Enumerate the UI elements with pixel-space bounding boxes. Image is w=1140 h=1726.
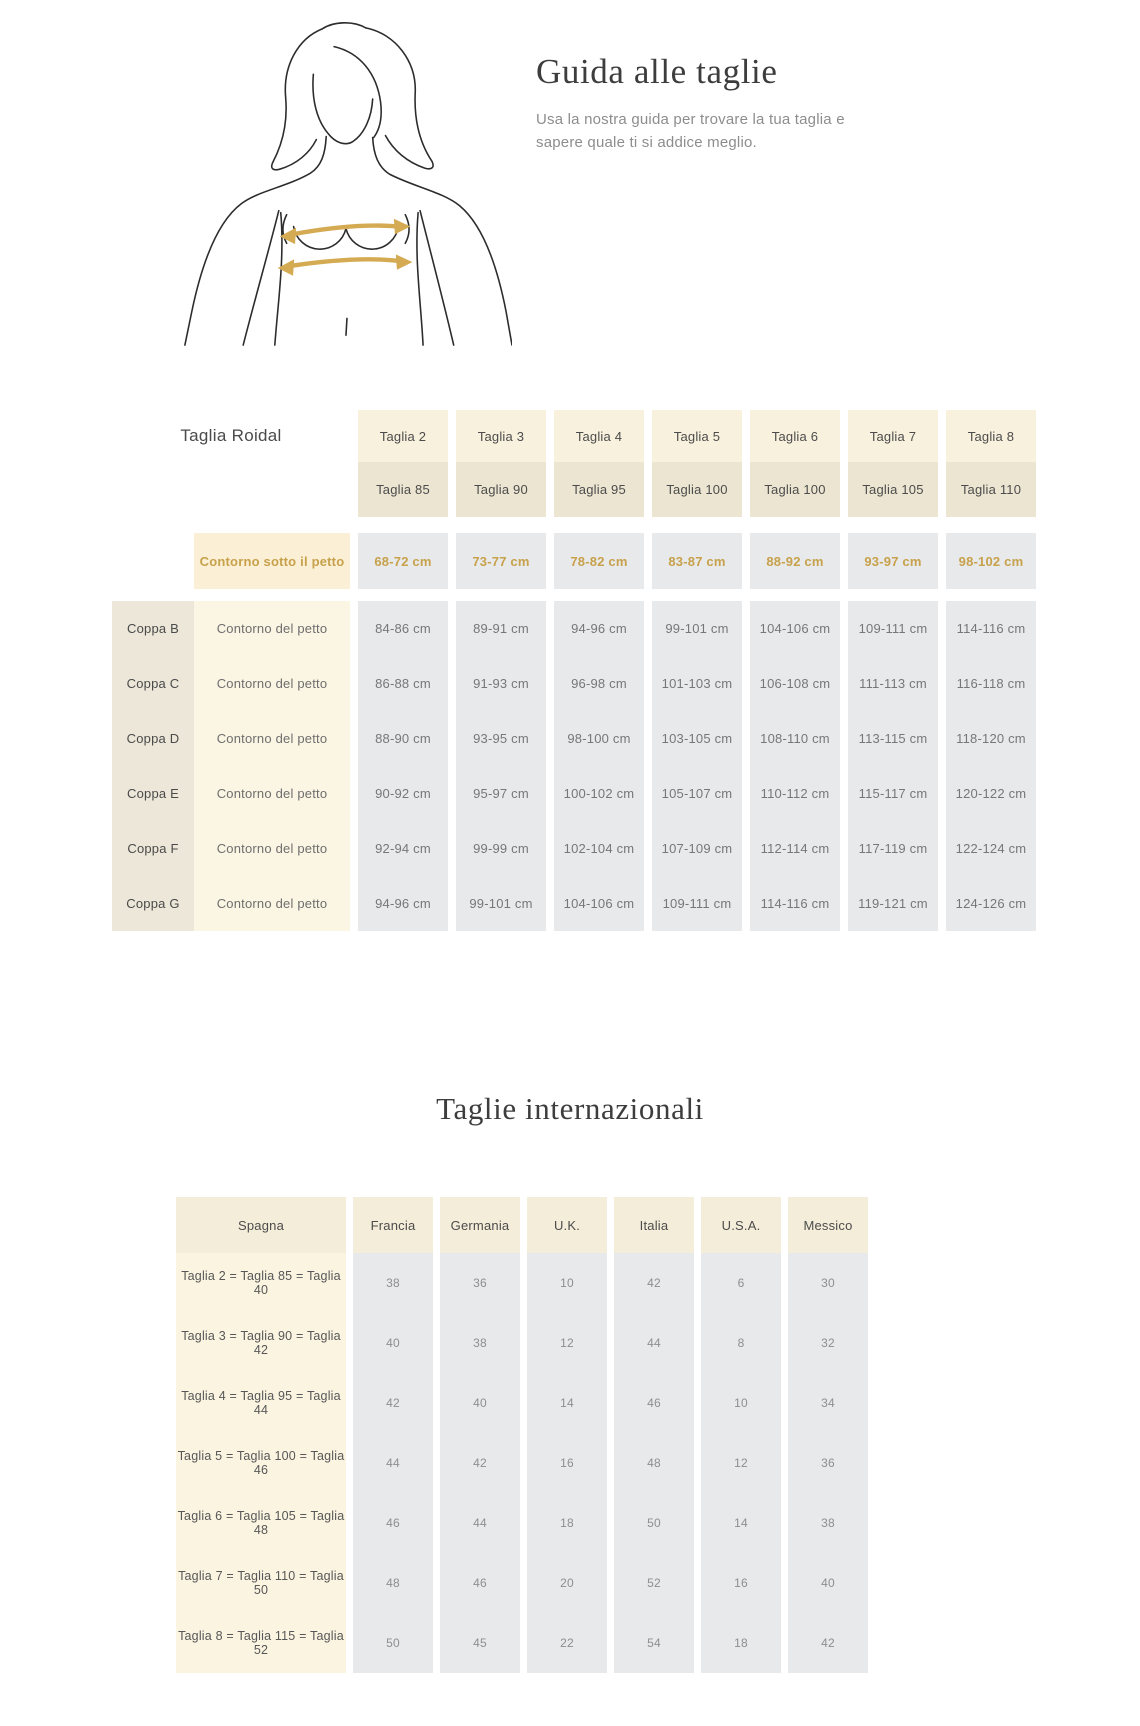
cup-row [112, 766, 1140, 821]
intl-value-cell: 54 [614, 1613, 694, 1673]
cup-rows-block [112, 601, 1140, 931]
intl-value-cell: 38 [440, 1313, 520, 1373]
cup-value-cell: 99-99 cm [456, 821, 546, 876]
intl-value-cell: 38 [353, 1253, 433, 1313]
hero-copy [536, 14, 896, 356]
roidal-size-table [112, 410, 1140, 931]
intl-row [176, 1553, 1140, 1613]
intl-value-cell: 38 [788, 1493, 868, 1553]
cup-value-cell: 86-88 cm [358, 656, 448, 711]
intl-value-cell: 46 [614, 1373, 694, 1433]
cup-label: Coppa G [112, 876, 194, 931]
intl-value-cell: 12 [701, 1433, 781, 1493]
intl-value-cell: 44 [614, 1313, 694, 1373]
intl-row-label: Taglia 2 = Taglia 85 = Taglia 40 [176, 1253, 346, 1313]
cup-value-cell: 92-94 cm [358, 821, 448, 876]
cup-value-cell: 93-95 cm [456, 711, 546, 766]
underbust-row [112, 533, 1140, 589]
intl-value-cell: 12 [527, 1313, 607, 1373]
taglia-alt-header-cell: Taglia 100 [750, 462, 840, 517]
cup-value-cell: 95-97 cm [456, 766, 546, 821]
cup-value-cell: 118-120 cm [946, 711, 1036, 766]
underbust-spacer [112, 533, 194, 589]
intl-row-label: Taglia 8 = Taglia 115 = Taglia 52 [176, 1613, 346, 1673]
cup-value-cell: 106-108 cm [750, 656, 840, 711]
underbust-arrow-icon [279, 255, 411, 275]
cup-value-cell: 99-101 cm [652, 601, 742, 656]
intl-header-cell: Francia [353, 1197, 433, 1253]
cup-value-cell: 105-107 cm [652, 766, 742, 821]
intl-value-cell: 8 [701, 1313, 781, 1373]
intl-value-cell: 36 [440, 1253, 520, 1313]
intl-row-label: Taglia 3 = Taglia 90 = Taglia 42 [176, 1313, 346, 1373]
intl-row [176, 1253, 1140, 1313]
intl-value-cell: 46 [440, 1553, 520, 1613]
intl-value-cell: 6 [701, 1253, 781, 1313]
cup-value-cell: 113-115 cm [848, 711, 938, 766]
cup-row [112, 656, 1140, 711]
cup-value-cell: 89-91 cm [456, 601, 546, 656]
cup-value-cell: 112-114 cm [750, 821, 840, 876]
taglia-header-cell: Taglia 7 [848, 410, 938, 462]
intl-value-cell: 10 [527, 1253, 607, 1313]
page-subtitle: Usa la nostra guida per trovare la tua taglia e sapere quale ti si addice meglio. [536, 111, 845, 152]
underbust-value-cell: 83-87 cm [652, 533, 742, 589]
cup-value-cell: 102-104 cm [554, 821, 644, 876]
intl-row [176, 1373, 1140, 1433]
measurement-figure-illustration [176, 14, 512, 356]
taglia-alt-header-cell: Taglia 95 [554, 462, 644, 517]
cup-value-cell: 124-126 cm [946, 876, 1036, 931]
cup-label: Coppa E [112, 766, 194, 821]
cup-row [112, 711, 1140, 766]
intl-row [176, 1313, 1140, 1373]
intl-value-cell: 14 [527, 1373, 607, 1433]
intl-header-cell: Italia [614, 1197, 694, 1253]
intl-value-cell: 42 [353, 1373, 433, 1433]
intl-value-cell: 40 [788, 1553, 868, 1613]
taglia-alt-header-row [112, 462, 1140, 517]
cup-value-cell: 98-100 cm [554, 711, 644, 766]
cup-value-cell: 94-96 cm [358, 876, 448, 931]
intl-value-cell: 42 [614, 1253, 694, 1313]
cup-value-cell: 100-102 cm [554, 766, 644, 821]
underbust-value-cell: 98-102 cm [946, 533, 1036, 589]
cup-value-cell: 116-118 cm [946, 656, 1036, 711]
intl-header-row [176, 1197, 1140, 1253]
cup-value-cell: 101-103 cm [652, 656, 742, 711]
intl-value-cell: 52 [614, 1553, 694, 1613]
taglia-alt-header-cell: Taglia 85 [358, 462, 448, 517]
taglia-header-cell: Taglia 5 [652, 410, 742, 462]
cup-value-cell: 120-122 cm [946, 766, 1036, 821]
intl-row [176, 1493, 1140, 1553]
taglia-header-cell: Taglia 6 [750, 410, 840, 462]
intl-row-label: Taglia 5 = Taglia 100 = Taglia 46 [176, 1433, 346, 1493]
cup-value-cell: 108-110 cm [750, 711, 840, 766]
cup-measure-label: Contorno del petto [194, 821, 350, 876]
cup-value-cell: 114-116 cm [946, 601, 1036, 656]
cup-label: Coppa B [112, 601, 194, 656]
intl-value-cell: 40 [353, 1313, 433, 1373]
cup-value-cell: 114-116 cm [750, 876, 840, 931]
cup-row [112, 821, 1140, 876]
taglia-header-cell: Taglia 8 [946, 410, 1036, 462]
cup-row-lead [112, 601, 350, 656]
underbust-value-cell: 68-72 cm [358, 533, 448, 589]
header-spacer [112, 462, 350, 517]
intl-value-cell: 48 [353, 1553, 433, 1613]
hero-section [176, 14, 1140, 356]
intl-value-cell: 42 [440, 1433, 520, 1493]
page-title: Guida alle taglie [536, 52, 778, 91]
cup-value-cell: 122-124 cm [946, 821, 1036, 876]
underbust-value-cell: 73-77 cm [456, 533, 546, 589]
cup-value-cell: 111-113 cm [848, 656, 938, 711]
taglia-header-row [112, 410, 1140, 462]
cup-value-cell: 91-93 cm [456, 656, 546, 711]
cup-value-cell: 94-96 cm [554, 601, 644, 656]
taglia-alt-header-cell: Taglia 100 [652, 462, 742, 517]
underbust-value-cell: 93-97 cm [848, 533, 938, 589]
intl-row-label: Taglia 7 = Taglia 110 = Taglia 50 [176, 1553, 346, 1613]
cup-measure-label: Contorno del petto [194, 601, 350, 656]
cup-row-lead [112, 766, 350, 821]
taglia-alt-header-cell: Taglia 110 [946, 462, 1036, 517]
cup-value-cell: 90-92 cm [358, 766, 448, 821]
taglia-alt-header-cell: Taglia 105 [848, 462, 938, 517]
cup-measure-label: Contorno del petto [194, 876, 350, 931]
intl-value-cell: 10 [701, 1373, 781, 1433]
international-size-table [176, 1197, 1140, 1673]
cup-value-cell: 84-86 cm [358, 601, 448, 656]
intl-value-cell: 16 [527, 1433, 607, 1493]
cup-value-cell: 99-101 cm [456, 876, 546, 931]
intl-body [176, 1253, 1140, 1673]
intl-value-cell: 20 [527, 1553, 607, 1613]
intl-header-cell: Messico [788, 1197, 868, 1253]
intl-value-cell: 18 [701, 1613, 781, 1673]
cup-measure-label: Contorno del petto [194, 656, 350, 711]
cup-row-lead [112, 821, 350, 876]
cup-label: Coppa D [112, 711, 194, 766]
intl-value-cell: 42 [788, 1613, 868, 1673]
intl-value-cell: 18 [527, 1493, 607, 1553]
taglia-header-cell: Taglia 3 [456, 410, 546, 462]
cup-row [112, 876, 1140, 931]
intl-value-cell: 46 [353, 1493, 433, 1553]
cup-value-cell: 107-109 cm [652, 821, 742, 876]
woman-outline [185, 23, 512, 345]
taglia-header-cell: Taglia 4 [554, 410, 644, 462]
intl-value-cell: 36 [788, 1433, 868, 1493]
cup-value-cell: 115-117 cm [848, 766, 938, 821]
intl-row [176, 1433, 1140, 1493]
cup-value-cell: 117-119 cm [848, 821, 938, 876]
intl-value-cell: 45 [440, 1613, 520, 1673]
intl-row-label: Taglia 6 = Taglia 105 = Taglia 48 [176, 1493, 346, 1553]
cup-value-cell: 119-121 cm [848, 876, 938, 931]
cup-label: Coppa F [112, 821, 194, 876]
taglia-alt-header-cell: Taglia 90 [456, 462, 546, 517]
intl-value-cell: 44 [353, 1433, 433, 1493]
intl-value-cell: 40 [440, 1373, 520, 1433]
underbust-value-cell: 88-92 cm [750, 533, 840, 589]
woman-torso-illustration [176, 14, 512, 356]
cup-row-lead [112, 711, 350, 766]
underbust-value-cell: 78-82 cm [554, 533, 644, 589]
cup-value-cell: 109-111 cm [652, 876, 742, 931]
intl-value-cell: 48 [614, 1433, 694, 1493]
cup-value-cell: 109-111 cm [848, 601, 938, 656]
international-title: Taglie internazionali [436, 1091, 704, 1126]
cup-value-cell: 103-105 cm [652, 711, 742, 766]
cup-value-cell: 96-98 cm [554, 656, 644, 711]
intl-row [176, 1613, 1140, 1673]
corner-label: Taglia Roidal [180, 426, 282, 445]
intl-value-cell: 44 [440, 1493, 520, 1553]
intl-value-cell: 14 [701, 1493, 781, 1553]
intl-header-cell: U.K. [527, 1197, 607, 1253]
cup-value-cell: 104-106 cm [750, 601, 840, 656]
underbust-label: Contorno sotto il petto [194, 533, 350, 589]
cup-measure-label: Contorno del petto [194, 766, 350, 821]
intl-header-cell: Germania [440, 1197, 520, 1253]
intl-value-cell: 50 [614, 1493, 694, 1553]
cup-value-cell: 110-112 cm [750, 766, 840, 821]
cup-measure-label: Contorno del petto [194, 711, 350, 766]
cup-value-cell: 104-106 cm [554, 876, 644, 931]
intl-value-cell: 22 [527, 1613, 607, 1673]
intl-row-label: Taglia 4 = Taglia 95 = Taglia 44 [176, 1373, 346, 1433]
size-guide-page [0, 14, 1140, 1673]
cup-row [112, 601, 1140, 656]
intl-header-cell: U.S.A. [701, 1197, 781, 1253]
cup-row-lead [112, 876, 350, 931]
cup-value-cell: 88-90 cm [358, 711, 448, 766]
cup-row-lead [112, 656, 350, 711]
intl-value-cell: 16 [701, 1553, 781, 1613]
intl-value-cell: 34 [788, 1373, 868, 1433]
cup-label: Coppa C [112, 656, 194, 711]
intl-value-cell: 30 [788, 1253, 868, 1313]
intl-header-cell: Spagna [176, 1197, 346, 1253]
taglia-header-cell: Taglia 2 [358, 410, 448, 462]
intl-value-cell: 32 [788, 1313, 868, 1373]
intl-value-cell: 50 [353, 1613, 433, 1673]
